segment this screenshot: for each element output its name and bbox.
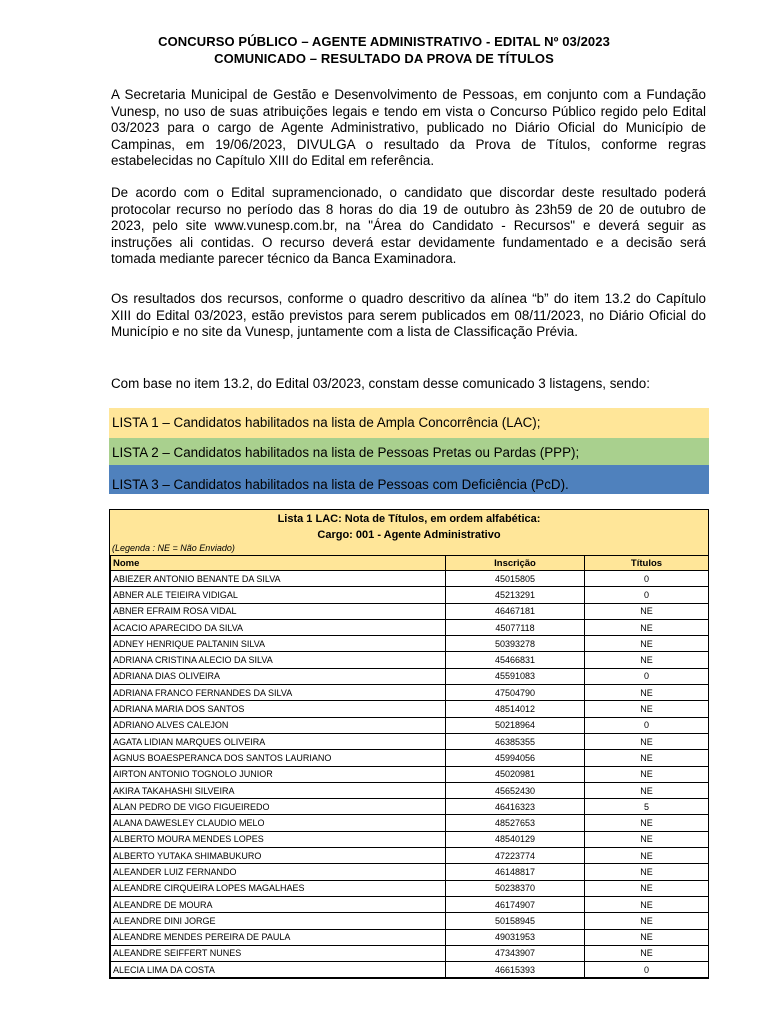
table-legend: (Legenda : NE = Não Enviado) — [112, 543, 235, 553]
cell-inscricao: 45994056 — [446, 750, 585, 766]
cell-titulos: NE — [585, 701, 709, 717]
cell-inscricao: 46467181 — [446, 603, 585, 619]
cell-nome: ADRIANA FRANCO FERNANDES DA SILVA — [111, 685, 446, 701]
table-row — [111, 636, 709, 652]
cell-nome: ALEANDRE DINI JORGE — [111, 913, 446, 929]
table-row — [111, 848, 709, 864]
column-header-nome: Nome — [111, 556, 446, 571]
cell-inscricao: 45652430 — [446, 782, 585, 798]
list-band-pcd: LISTA 3 – Candidatos habilitados na lista de Pessoas com Deficiência (PcD). — [109, 465, 709, 494]
table-row — [111, 668, 709, 684]
paragraph-results: Os resultados dos recursos, conforme o quadro descritivo da alínea “b” do item 13.2 do Capítulo XIII do Edital 03/2023, estão previstos para serem publicados em 08/11/2023, no Diário Oficial do Município e no site da Vunesp, juntamente com a lista de Classificação Prévia. — [111, 291, 706, 340]
cell-titulos: NE — [585, 766, 709, 782]
table-row — [111, 880, 709, 896]
cell-nome: ALEANDER LUIZ FERNANDO — [111, 864, 446, 880]
cell-inscricao: 50218964 — [446, 717, 585, 733]
list-band-lac: LISTA 1 – Candidatos habilitados na lista de Ampla Concorrência (LAC); — [109, 408, 709, 438]
cell-inscricao: 48540129 — [446, 831, 585, 847]
cell-titulos: 5 — [585, 799, 709, 815]
cell-nome: ADRIANA DIAS OLIVEIRA — [111, 668, 446, 684]
table-row — [111, 962, 709, 978]
cell-nome: ALANA DAWESLEY CLAUDIO MELO — [111, 815, 446, 831]
table-row — [111, 733, 709, 749]
cell-inscricao: 46615393 — [446, 962, 585, 978]
cell-inscricao: 50238370 — [446, 880, 585, 896]
table-row — [111, 717, 709, 733]
table-row — [111, 929, 709, 945]
cell-titulos: NE — [585, 864, 709, 880]
table-row — [111, 782, 709, 798]
cell-nome: ALAN PEDRO DE VIGO FIGUEIREDO — [111, 799, 446, 815]
table-row — [111, 831, 709, 847]
list-band-ppp: LISTA 2 – Candidatos habilitados na lista de Pessoas Pretas ou Pardas (PPP); — [109, 438, 709, 468]
cell-inscricao: 48514012 — [446, 701, 585, 717]
cell-inscricao: 46416323 — [446, 799, 585, 815]
cell-nome: ALEANDRE CIRQUEIRA LOPES MAGALHAES — [111, 880, 446, 896]
table-row — [111, 571, 709, 587]
table-row — [111, 896, 709, 912]
table-row — [111, 587, 709, 603]
table-row — [111, 750, 709, 766]
cell-nome: ALBERTO MOURA MENDES LOPES — [111, 831, 446, 847]
cell-titulos: NE — [585, 636, 709, 652]
cell-titulos: NE — [585, 913, 709, 929]
document-subtitle: COMUNICADO – RESULTADO DA PROVA DE TÍTULOS — [214, 51, 554, 66]
paragraph-lists-intro: Com base no item 13.2, do Edital 03/2023, constam desse comunicado 3 listagens, sendo: — [111, 376, 650, 391]
cell-inscricao: 46174907 — [446, 896, 585, 912]
cell-nome: ACACIO APARECIDO DA SILVA — [111, 619, 446, 635]
cell-inscricao: 47343907 — [446, 945, 585, 961]
cell-titulos: NE — [585, 733, 709, 749]
cell-inscricao: 48527653 — [446, 815, 585, 831]
cell-titulos: NE — [585, 880, 709, 896]
table-header-row — [111, 556, 709, 571]
paragraph-intro: A Secretaria Municipal de Gestão e Desenvolvimento de Pessoas, em conjunto com a Fundação Vunesp, no uso de suas atribuições legais e tendo em vista o Concurso Público regido pelo Edital 03/2023 para o cargo de Agente Administrativo, publicado no Diário Oficial do Município de Campinas, em 19/06/2023, DIVULGA o resultado da Prova de Títulos, conforme regras estabelecidas no Capítulo XIII do Edital em referência. — [111, 87, 706, 169]
cell-inscricao: 45020981 — [446, 766, 585, 782]
cell-titulos: NE — [585, 652, 709, 668]
cell-nome: ABNER EFRAIM ROSA VIDAL — [111, 603, 446, 619]
cell-nome: AKIRA TAKAHASHI SILVEIRA — [111, 782, 446, 798]
cell-titulos: NE — [585, 619, 709, 635]
results-table — [110, 555, 709, 978]
column-header-inscricao: Inscrição — [446, 556, 585, 571]
table-row — [111, 701, 709, 717]
cell-titulos: 0 — [585, 668, 709, 684]
table-row — [111, 799, 709, 815]
cell-titulos: NE — [585, 831, 709, 847]
column-header-titulos: Títulos — [585, 556, 709, 571]
cell-titulos: 0 — [585, 587, 709, 603]
cell-nome: ABIEZER ANTONIO BENANTE DA SILVA — [111, 571, 446, 587]
paragraph-appeal: De acordo com o Edital supramencionado, o candidato que discordar deste resultado poderá protocolar recurso no período das 8 horas do dia 19 de outubro às 23h59 de 20 de outubro de 2023, pelo site www.vunesp.com.br, na "Área do Candidato - Recursos" e deverá seguir as instruções ali contidas. O recurso deverá estar devidamente fundamentado e a decisão será tomada mediante parecer técnico da Banca Examinadora. — [111, 185, 706, 267]
cell-inscricao: 50158945 — [446, 913, 585, 929]
cell-titulos: NE — [585, 603, 709, 619]
cell-nome: ALEANDRE DE MOURA — [111, 896, 446, 912]
document-header — [0, 33, 768, 67]
table-row — [111, 913, 709, 929]
table-row — [111, 766, 709, 782]
cell-inscricao: 47504790 — [446, 685, 585, 701]
cell-inscricao: 46148817 — [446, 864, 585, 880]
document-title: CONCURSO PÚBLICO – AGENTE ADMINISTRATIVO - EDITAL Nº 03/2023 — [158, 34, 610, 49]
cell-nome: ADRIANA CRISTINA ALECIO DA SILVA — [111, 652, 446, 668]
cell-nome: ADNEY HENRIQUE PALTANIN SILVA — [111, 636, 446, 652]
cell-titulos: NE — [585, 896, 709, 912]
cell-titulos: 0 — [585, 717, 709, 733]
cell-nome: ADRIANO ALVES CALEJON — [111, 717, 446, 733]
cell-inscricao: 49031953 — [446, 929, 585, 945]
table-row — [111, 815, 709, 831]
cell-inscricao: 45466831 — [446, 652, 585, 668]
cell-titulos: NE — [585, 685, 709, 701]
table-subtitle: Cargo: 001 - Agente Administrativo — [317, 529, 501, 541]
cell-nome: AGATA LIDIAN MARQUES OLIVEIRA — [111, 733, 446, 749]
cell-titulos: NE — [585, 929, 709, 945]
table-row — [111, 603, 709, 619]
cell-inscricao: 50393278 — [446, 636, 585, 652]
cell-nome: ADRIANA MARIA DOS SANTOS — [111, 701, 446, 717]
table-title: Lista 1 LAC: Nota de Títulos, em ordem alfabética: — [277, 513, 541, 525]
cell-titulos: 0 — [585, 571, 709, 587]
cell-titulos: NE — [585, 848, 709, 864]
table-row — [111, 945, 709, 961]
cell-titulos: NE — [585, 782, 709, 798]
cell-nome: ALECIA LIMA DA COSTA — [111, 962, 446, 978]
cell-titulos: NE — [585, 750, 709, 766]
cell-nome: AGNUS BOAESPERANCA DOS SANTOS LAURIANO — [111, 750, 446, 766]
cell-inscricao: 45591083 — [446, 668, 585, 684]
cell-inscricao: 46385355 — [446, 733, 585, 749]
cell-nome: ABNER ALE TEIEIRA VIDIGAL — [111, 587, 446, 603]
table-row — [111, 619, 709, 635]
table-row — [111, 652, 709, 668]
results-table-header — [110, 510, 708, 555]
cell-titulos: NE — [585, 945, 709, 961]
cell-titulos: 0 — [585, 962, 709, 978]
cell-inscricao: 47223774 — [446, 848, 585, 864]
table-row — [111, 685, 709, 701]
cell-titulos: NE — [585, 815, 709, 831]
cell-nome: ALBERTO YUTAKA SHIMABUKURO — [111, 848, 446, 864]
cell-inscricao: 45015805 — [446, 571, 585, 587]
cell-nome: AIRTON ANTONIO TOGNOLO JUNIOR — [111, 766, 446, 782]
cell-inscricao: 45213291 — [446, 587, 585, 603]
cell-nome: ALEANDRE MENDES PEREIRA DE PAULA — [111, 929, 446, 945]
results-table-container — [109, 509, 709, 979]
cell-nome: ALEANDRE SEIFFERT NUNES — [111, 945, 446, 961]
table-row — [111, 864, 709, 880]
cell-inscricao: 45077118 — [446, 619, 585, 635]
